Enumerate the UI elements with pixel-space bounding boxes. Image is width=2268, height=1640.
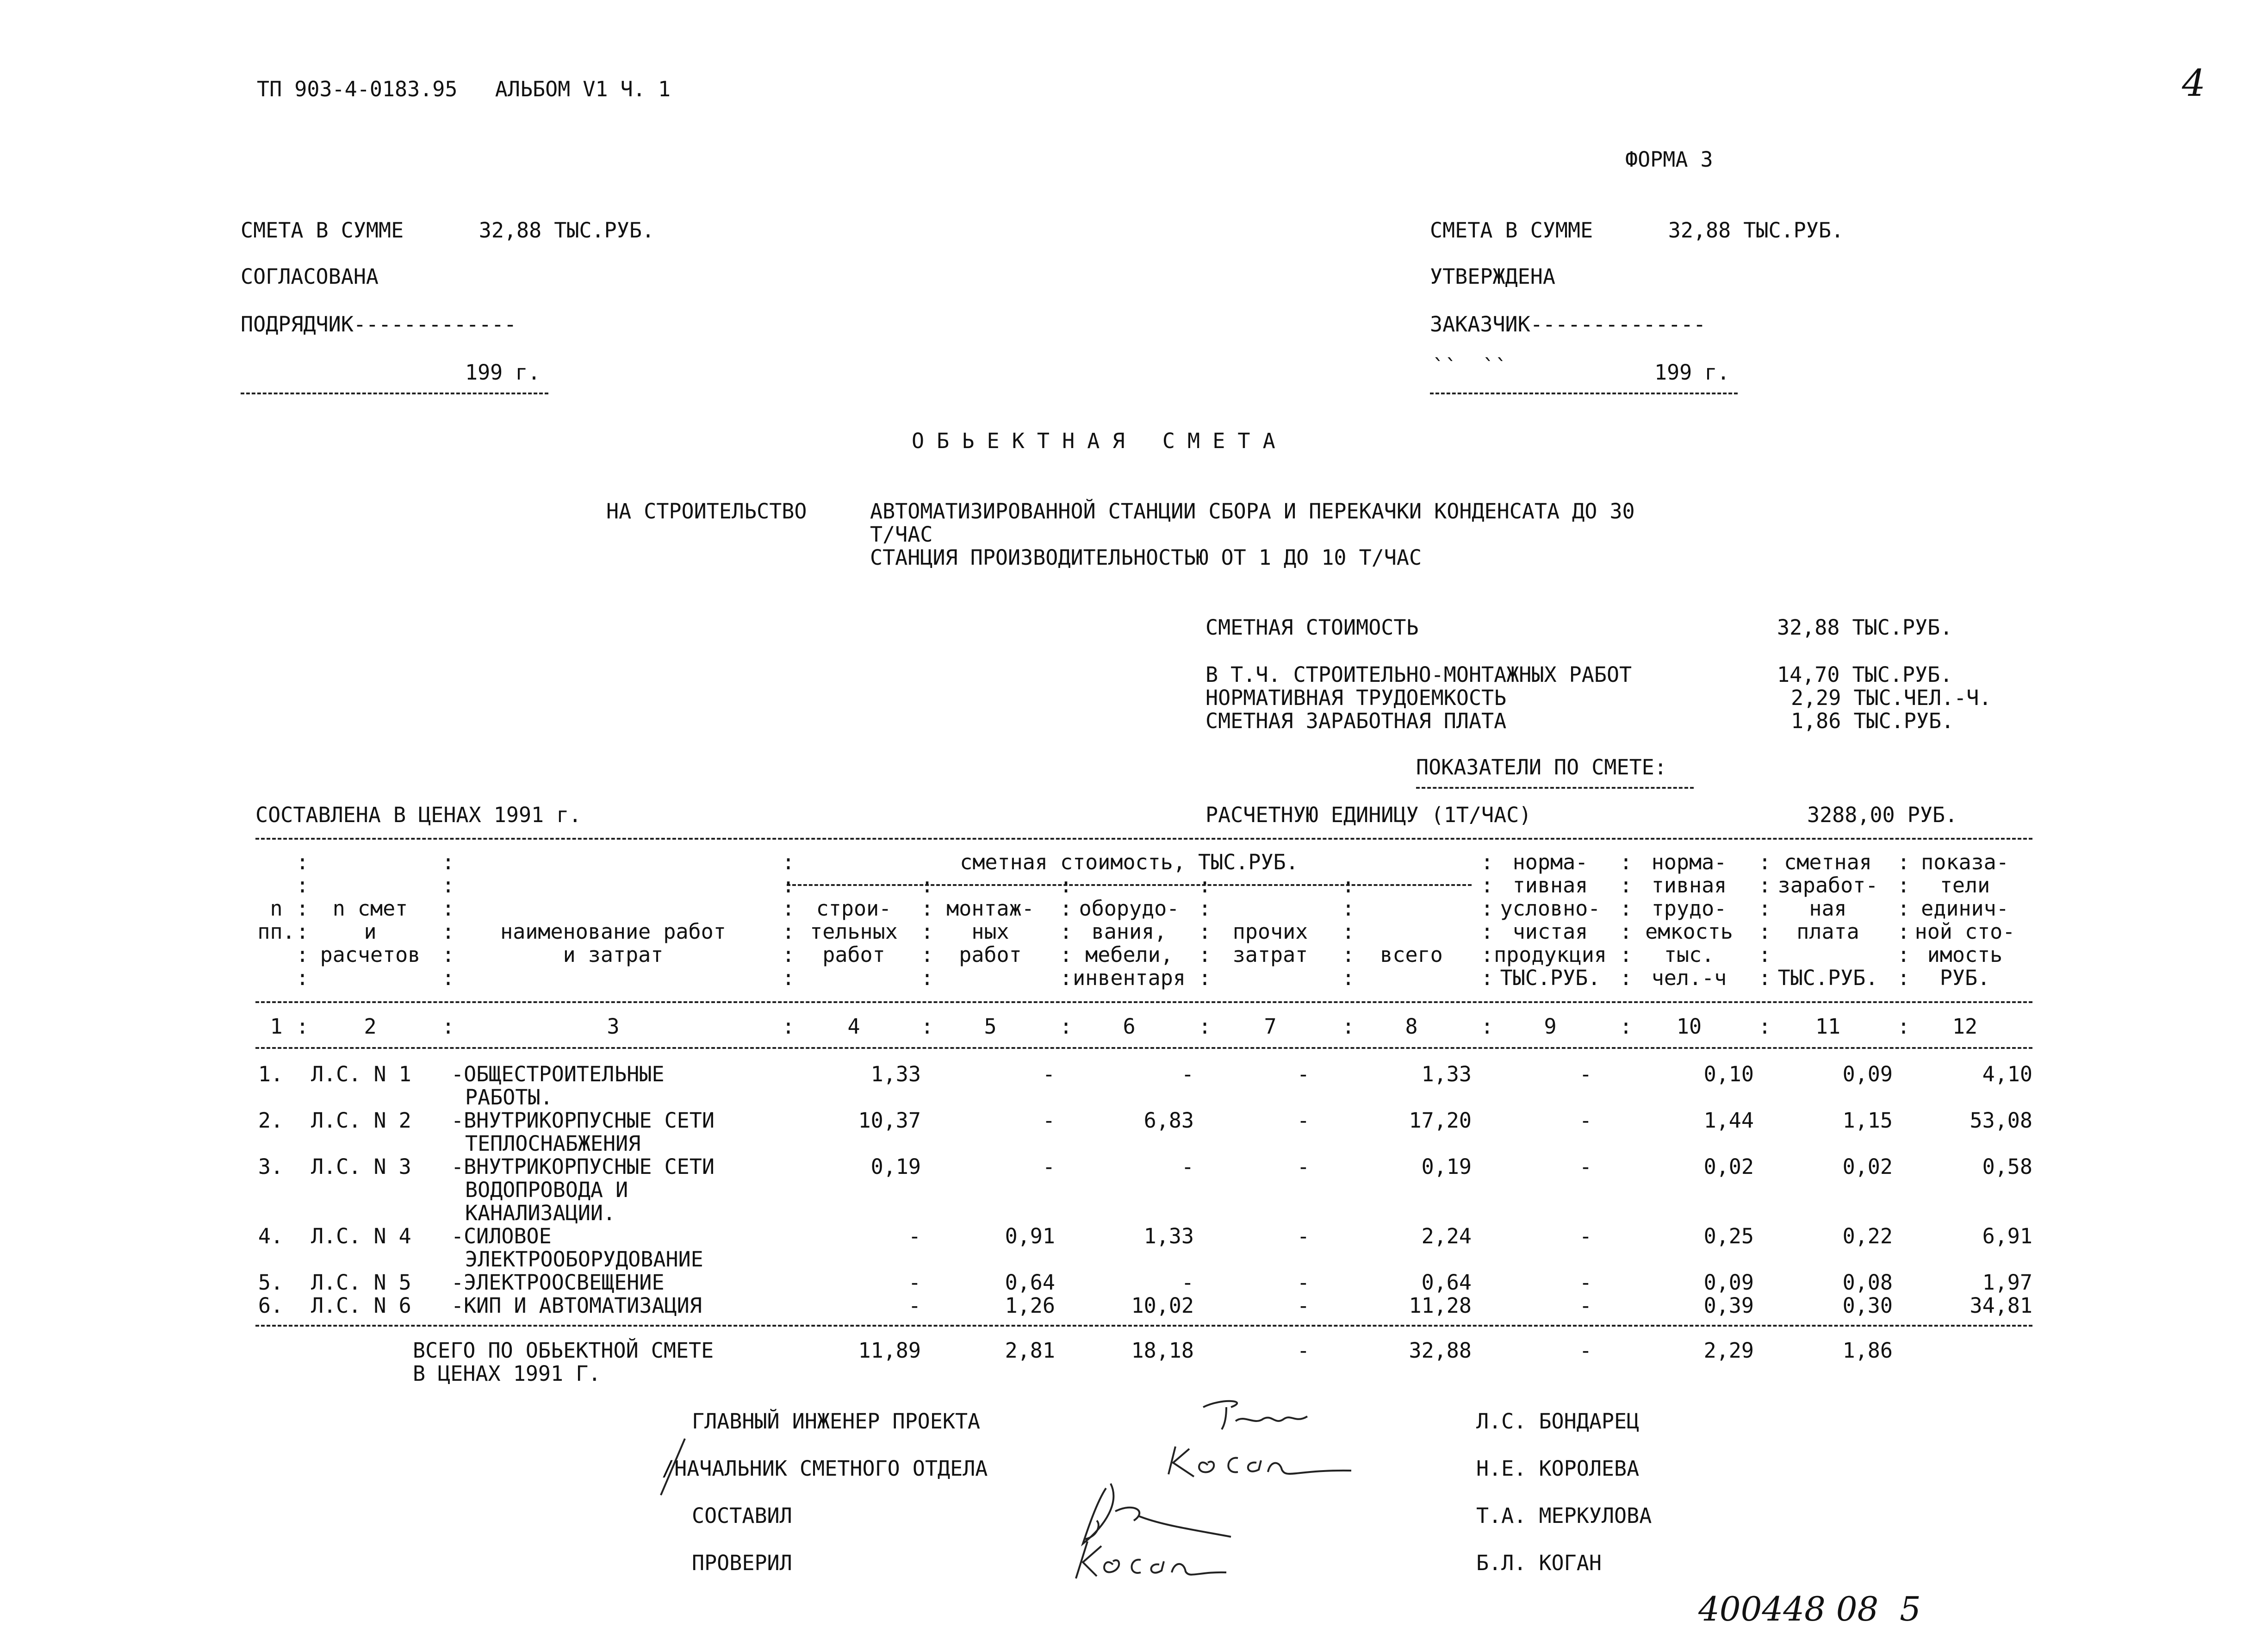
header-cell: норма-	[1651, 850, 1727, 874]
right-approved: УТВЕРЖДЕНА	[1430, 264, 1555, 289]
role-compiled: СОСТАВИЛ	[692, 1503, 792, 1528]
column-separator: :	[782, 966, 795, 990]
column-separator: :	[1060, 1014, 1073, 1039]
column-separator: :	[782, 850, 795, 874]
column-separator: :	[1897, 873, 1910, 898]
column-separator: :	[1897, 966, 1910, 990]
construction-line-3: СТАНЦИЯ ПРОИЗВОДИТЕЛЬНОСТЬЮ ОТ 1 ДО 10 Т/ЧАС	[870, 545, 1422, 570]
row-c12: 1,97	[1982, 1270, 2032, 1295]
column-number: 1	[270, 1014, 283, 1039]
row-c9: -	[1579, 1108, 1592, 1133]
column-separator: :	[1758, 942, 1771, 967]
signature-bondarets	[1194, 1393, 1314, 1435]
name-merkulova: Т.А. МЕРКУЛОВА	[1476, 1503, 1652, 1528]
header-cell: n смет	[332, 896, 408, 921]
row-c10: 0,09	[1703, 1270, 1754, 1295]
row-c7: -	[1297, 1270, 1310, 1295]
row-c10: 0,02	[1703, 1154, 1754, 1179]
row-c4: 1,33	[870, 1062, 921, 1086]
row-c8: 2,24	[1421, 1224, 1472, 1248]
header-cell: имость	[1927, 942, 2003, 967]
column-separator: :	[921, 1014, 934, 1039]
row-c10: 1,44	[1703, 1108, 1754, 1133]
column-separator: :	[782, 896, 795, 921]
row-number: 3.	[258, 1154, 283, 1179]
right-signature-line	[1430, 393, 1738, 394]
row-c7: -	[1297, 1293, 1310, 1318]
group-header: сметная стоимость, ТЫС.РУБ.	[960, 850, 1299, 874]
unit-value: 3288,00 РУБ.	[1807, 803, 1958, 827]
column-separator: :	[1758, 896, 1771, 921]
row-c6: 1,33	[1143, 1224, 1194, 1248]
row-work-name: -ОБЩЕСТРОИТЕЛЬНЫЕ	[451, 1062, 665, 1086]
column-number: 6	[1123, 1014, 1136, 1039]
header-cell: чистая	[1512, 919, 1588, 944]
column-separator: :	[1199, 919, 1212, 944]
table-top-rule	[255, 838, 2032, 840]
row-work-name: РАБОТЫ.	[465, 1085, 553, 1110]
header-cell: работ	[959, 942, 1022, 967]
total-c5: 2,81	[1005, 1338, 1055, 1363]
row-c7: -	[1297, 1154, 1310, 1179]
header-cell: ных	[971, 919, 1009, 944]
column-separator: :	[1199, 942, 1212, 967]
row-estimate-ref: Л.С. N 5	[311, 1270, 411, 1295]
total-c9: -	[1579, 1338, 1592, 1363]
labor-value: 2,29 ТЫС.ЧЕЛ.-Ч.	[1791, 686, 1992, 710]
header-cell: емкость	[1645, 919, 1733, 944]
column-separator: :	[1342, 966, 1355, 990]
left-signature-line	[241, 393, 548, 394]
row-c5: -	[1042, 1062, 1055, 1086]
column-separator: :	[296, 919, 309, 944]
column-separator: :	[296, 966, 309, 990]
column-separator: :	[921, 966, 934, 990]
column-separator: :	[296, 942, 309, 967]
smr-value: 14,70 ТЫС.РУБ.	[1777, 662, 1953, 687]
column-separator: :	[442, 919, 455, 944]
wage-label: СМЕТНАЯ ЗАРАБОТНАЯ ПЛАТА	[1205, 709, 1507, 733]
header-cell: инвентаря	[1073, 966, 1186, 990]
prices-note: СОСТАВЛЕНА В ЦЕНАХ 1991 г.	[255, 803, 582, 827]
row-c6: 10,02	[1131, 1293, 1194, 1318]
column-separator: :	[1342, 873, 1355, 898]
document-title: О Б Ь Е К Т Н А Я С М Е Т А	[912, 429, 1275, 453]
column-separator: :	[1342, 896, 1355, 921]
right-customer: ЗАКАЗЧИК--------------	[1430, 312, 1706, 337]
signature-slash	[657, 1435, 690, 1500]
column-separator: :	[1897, 919, 1910, 944]
name-bondarets: Л.С. БОНДАРЕЦ	[1476, 1409, 1640, 1434]
column-separator: :	[1758, 873, 1771, 898]
column-separator: :	[1620, 919, 1633, 944]
column-separator: :	[1620, 850, 1633, 874]
header-cell: плата	[1796, 919, 1859, 944]
column-separator: :	[1199, 966, 1212, 990]
header-cell: пп.	[257, 919, 295, 944]
column-number: 12	[1952, 1014, 1978, 1039]
column-separator: :	[1342, 1014, 1355, 1039]
row-estimate-ref: Л.С. N 4	[311, 1224, 411, 1248]
header-bottom-rule	[255, 1001, 2032, 1003]
row-c4: -	[908, 1293, 921, 1318]
column-separator: :	[296, 896, 309, 921]
row-c4: -	[908, 1270, 921, 1295]
album-code: ТП 903-4-0183.95 АЛЬБОМ V1 Ч. 1	[257, 77, 671, 101]
row-c12: 6,91	[1982, 1224, 2032, 1248]
total-label-2: В ЦЕНАХ 1991 Г.	[413, 1361, 601, 1386]
header-cell: и	[364, 919, 377, 944]
role-checked: ПРОВЕРИЛ	[692, 1551, 792, 1575]
column-separator: :	[296, 1014, 309, 1039]
column-separator: :	[1758, 919, 1771, 944]
column-separator: :	[921, 873, 934, 898]
column-separator: :	[442, 896, 455, 921]
row-c8: 1,33	[1421, 1062, 1472, 1086]
total-c4: 11,89	[858, 1338, 921, 1363]
right-amount: СМЕТА В СУММЕ 32,88 ТЫС.РУБ.	[1430, 218, 1844, 243]
row-c11: 0,08	[1842, 1270, 1893, 1295]
right-year: 199 г.	[1654, 360, 1730, 385]
column-separator: :	[442, 966, 455, 990]
column-separator: :	[1481, 966, 1494, 990]
row-c11: 0,22	[1842, 1224, 1893, 1248]
header-cell: оборудо-	[1079, 896, 1180, 921]
column-separator: :	[782, 873, 795, 898]
header-cell: тыс.	[1664, 942, 1715, 967]
row-c9: -	[1579, 1062, 1592, 1086]
row-number: 1.	[258, 1062, 283, 1086]
header-cell: тели	[1939, 873, 1990, 898]
column-separator: :	[1620, 873, 1633, 898]
column-separator: :	[1758, 966, 1771, 990]
row-c4: 10,37	[858, 1108, 921, 1133]
row-c5: -	[1042, 1154, 1055, 1179]
header-cell: показа-	[1921, 850, 2009, 874]
column-separator: :	[1481, 942, 1494, 967]
row-estimate-ref: Л.С. N 1	[311, 1062, 411, 1086]
header-cell: всего	[1380, 942, 1443, 967]
column-separator: :	[1620, 896, 1633, 921]
header-cell: продукция	[1494, 942, 1607, 967]
column-number: 11	[1815, 1014, 1841, 1039]
row-c7: -	[1297, 1108, 1310, 1133]
group-header-rule	[787, 884, 1472, 886]
row-c9: -	[1579, 1224, 1592, 1248]
column-number: 9	[1544, 1014, 1557, 1039]
row-work-name: -ЭЛЕКТРООСВЕЩЕНИЕ	[451, 1270, 665, 1295]
row-c7: -	[1297, 1224, 1310, 1248]
header-cell: наименование работ	[500, 919, 726, 944]
row-work-name: -ВНУТРИКОРПУСНЫЕ СЕТИ	[451, 1154, 715, 1179]
row-c12: 4,10	[1982, 1062, 2032, 1086]
row-c10: 0,39	[1703, 1293, 1754, 1318]
column-separator: :	[1060, 873, 1073, 898]
column-number: 4	[847, 1014, 860, 1039]
column-separator: :	[1758, 1014, 1771, 1039]
column-separator: :	[1342, 919, 1355, 944]
row-c10: 0,10	[1703, 1062, 1754, 1086]
column-separator: :	[1060, 942, 1073, 967]
column-separator: :	[921, 919, 934, 944]
column-separator: :	[1620, 966, 1633, 990]
total-c6: 18,18	[1131, 1338, 1194, 1363]
column-number: 7	[1264, 1014, 1277, 1039]
total-label-1: ВСЕГО ПО ОБЬЕКТНОЙ СМЕТЕ	[413, 1338, 714, 1363]
header-cell: вания,	[1091, 919, 1167, 944]
left-contractor: ПОДРЯДЧИК-------------	[241, 312, 517, 337]
total-c10: 2,29	[1703, 1338, 1754, 1363]
header-cell: ТЫС.РУБ.	[1777, 966, 1878, 990]
row-c12: 53,08	[1970, 1108, 2032, 1133]
total-c7: -	[1297, 1338, 1310, 1363]
smr-label: В Т.Ч. СТРОИТЕЛЬНО-МОНТАЖНЫХ РАБОТ	[1205, 662, 1632, 687]
header-cell: трудо-	[1651, 896, 1727, 921]
column-separator: :	[442, 850, 455, 874]
header-cell: сметная	[1784, 850, 1872, 874]
column-separator: :	[1199, 873, 1212, 898]
column-separator: :	[1897, 1014, 1910, 1039]
header-cell: и затрат	[563, 942, 664, 967]
cost-value: 32,88 ТЫС.РУБ.	[1777, 615, 1953, 640]
name-kogan: Б.Л. КОГАН	[1476, 1551, 1602, 1575]
indicators-underline	[1416, 787, 1694, 789]
row-number: 6.	[258, 1293, 283, 1318]
row-work-name: -ВНУТРИКОРПУСНЫЕ СЕТИ	[451, 1108, 715, 1133]
row-work-name: -СИЛОВОЕ	[451, 1224, 552, 1248]
wage-value: 1,86 ТЫС.РУБ.	[1791, 709, 1954, 733]
right-quotes: `` ``	[1432, 355, 1508, 379]
row-c9: -	[1579, 1270, 1592, 1295]
row-estimate-ref: Л.С. N 2	[311, 1108, 411, 1133]
column-numbers-rule	[255, 1047, 2032, 1049]
row-c11: 0,09	[1842, 1062, 1893, 1086]
row-number: 5.	[258, 1270, 283, 1295]
indicators-heading: ПОКАЗАТЕЛИ ПО СМЕТЕ:	[1416, 755, 1667, 779]
row-work-name: ТЕПЛОСНАБЖЕНИЯ	[465, 1131, 641, 1156]
column-separator: :	[296, 850, 309, 874]
column-separator: :	[442, 1014, 455, 1039]
body-bottom-rule	[255, 1325, 2032, 1327]
header-cell: тивная	[1512, 873, 1588, 898]
column-separator: :	[1060, 896, 1073, 921]
row-c12: 34,81	[1970, 1293, 2032, 1318]
row-c9: -	[1579, 1154, 1592, 1179]
column-number: 2	[364, 1014, 377, 1039]
row-c7: -	[1297, 1062, 1310, 1086]
left-year: 199 г.	[465, 360, 541, 385]
row-c6: -	[1181, 1154, 1194, 1179]
row-work-name: -КИП И АВТОМАТИЗАЦИЯ	[451, 1293, 702, 1318]
row-c12: 0,58	[1982, 1154, 2032, 1179]
row-c9: -	[1579, 1293, 1592, 1318]
column-separator: :	[782, 919, 795, 944]
column-number: 8	[1405, 1014, 1418, 1039]
row-c11: 1,15	[1842, 1108, 1893, 1133]
row-c8: 11,28	[1409, 1293, 1472, 1318]
column-separator: :	[1481, 896, 1494, 921]
header-cell: ТЫС.РУБ.	[1500, 966, 1601, 990]
column-separator: :	[1620, 1014, 1633, 1039]
column-number: 3	[607, 1014, 620, 1039]
name-koroleva: Н.Е. КОРОЛЕВА	[1476, 1456, 1640, 1481]
column-separator: :	[1060, 919, 1073, 944]
row-number: 4.	[258, 1224, 283, 1248]
header-cell: ной сто-	[1914, 919, 2015, 944]
left-amount: СМЕТА В СУММЕ 32,88 ТЫС.РУБ.	[241, 218, 655, 243]
row-c5: 0,64	[1005, 1270, 1055, 1295]
column-separator: :	[296, 873, 309, 898]
column-separator: :	[1199, 896, 1212, 921]
row-estimate-ref: Л.С. N 3	[311, 1154, 411, 1179]
row-c8: 17,20	[1409, 1108, 1472, 1133]
column-separator: :	[1060, 966, 1073, 990]
header-cell: РУБ.	[1939, 966, 1990, 990]
column-separator: :	[921, 896, 934, 921]
header-cell: затрат	[1232, 942, 1308, 967]
column-separator: :	[1481, 1014, 1494, 1039]
row-c8: 0,19	[1421, 1154, 1472, 1179]
unit-label: РАСЧЕТНУЮ ЕДИНИЦУ (1Т/ЧАС)	[1205, 803, 1532, 827]
header-cell: мебели,	[1085, 942, 1173, 967]
row-c6: -	[1181, 1062, 1194, 1086]
header-cell: расчетов	[320, 942, 421, 967]
header-cell: заработ-	[1777, 873, 1878, 898]
header-cell: ная	[1809, 896, 1847, 921]
row-c5: 0,91	[1005, 1224, 1055, 1248]
column-separator: :	[782, 1014, 795, 1039]
header-cell: тельных	[810, 919, 898, 944]
column-separator: :	[1897, 896, 1910, 921]
column-separator: :	[442, 942, 455, 967]
column-separator: :	[782, 942, 795, 967]
construction-line-2: Т/ЧАС	[870, 522, 933, 547]
column-separator: :	[1897, 850, 1910, 874]
column-separator: :	[1620, 942, 1633, 967]
row-c11: 0,02	[1842, 1154, 1893, 1179]
row-c11: 0,30	[1842, 1293, 1893, 1318]
column-separator: :	[1481, 850, 1494, 874]
column-separator: :	[1481, 919, 1494, 944]
construction-line-1: АВТОМАТИЗИРОВАННОЙ СТАНЦИИ СБОРА И ПЕРЕКАЧКИ КОНДЕНСАТА ДО 30	[870, 499, 1635, 524]
row-c5: -	[1042, 1108, 1055, 1133]
header-cell: n	[270, 896, 283, 921]
row-c4: -	[908, 1224, 921, 1248]
column-separator: :	[1342, 942, 1355, 967]
header-cell: условно-	[1500, 896, 1601, 921]
page-mark: 4	[2182, 62, 2206, 105]
column-number: 5	[984, 1014, 997, 1039]
row-c6: -	[1181, 1270, 1194, 1295]
header-cell: чел.-ч	[1651, 966, 1727, 990]
signature-kogan-2	[1064, 1534, 1231, 1585]
header-cell: работ	[822, 942, 885, 967]
column-separator: :	[921, 942, 934, 967]
role-head-of-estimates: /НАЧАЛЬНИК СМЕТНОГО ОТДЕЛА	[662, 1456, 988, 1481]
left-agreed: СОГЛАСОВАНА	[241, 264, 379, 289]
column-separator: :	[1481, 873, 1494, 898]
row-c10: 0,25	[1703, 1224, 1754, 1248]
construction-label: НА СТРОИТЕЛЬСТВО	[606, 499, 807, 524]
column-separator: :	[1199, 1014, 1212, 1039]
row-number: 2.	[258, 1108, 283, 1133]
header-cell: строи-	[816, 896, 892, 921]
form-label: ФОРМА 3	[1625, 147, 1713, 172]
row-c6: 6,83	[1143, 1108, 1194, 1133]
footer-number: 400448 08 5	[1698, 1590, 1921, 1628]
row-estimate-ref: Л.С. N 6	[311, 1293, 411, 1318]
header-cell: единич-	[1921, 896, 2009, 921]
column-separator: :	[442, 873, 455, 898]
total-c11: 1,86	[1842, 1338, 1893, 1363]
header-cell: монтаж-	[946, 896, 1034, 921]
header-cell: тивная	[1651, 873, 1727, 898]
header-cell: норма-	[1512, 850, 1588, 874]
header-cell: прочих	[1232, 919, 1308, 944]
column-number: 10	[1676, 1014, 1702, 1039]
total-c8: 32,88	[1409, 1338, 1472, 1363]
role-chief-engineer: ГЛАВНЫЙ ИНЖЕНЕР ПРОЕКТА	[692, 1409, 981, 1434]
column-separator: :	[1758, 850, 1771, 874]
row-c4: 0,19	[870, 1154, 921, 1179]
labor-label: НОРМАТИВНАЯ ТРУДОЕМКОСТЬ	[1205, 686, 1507, 710]
row-work-name: КАНАЛИЗАЦИИ.	[465, 1201, 616, 1225]
row-c5: 1,26	[1005, 1293, 1055, 1318]
column-separator: :	[1897, 942, 1910, 967]
row-work-name: ВОДОПРОВОДА И	[465, 1178, 628, 1202]
cost-label: СМЕТНАЯ СТОИМОСТЬ	[1205, 615, 1419, 640]
row-c8: 0,64	[1421, 1270, 1472, 1295]
row-work-name: ЭЛЕКТРООБОРУДОВАНИЕ	[465, 1247, 703, 1272]
